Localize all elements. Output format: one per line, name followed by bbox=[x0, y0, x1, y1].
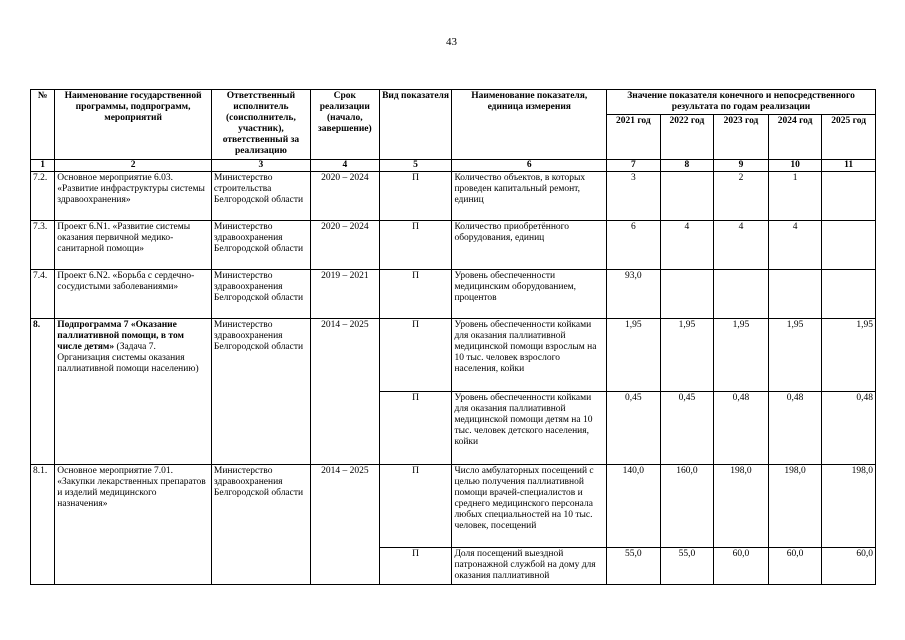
row-name bbox=[55, 319, 212, 465]
row-type: П bbox=[379, 270, 452, 319]
row-value-2024 bbox=[768, 270, 822, 319]
row-indicator: Доля посещений выездной патронажной службой на дому для оказания паллиативной bbox=[452, 548, 607, 585]
row-name: Основное мероприятие 7.01. «Закупки лекарственных препаратов и изделий медицинского назначения» bbox=[55, 465, 212, 585]
row-type: П bbox=[379, 548, 452, 585]
row-value-2023: 0,48 bbox=[714, 392, 769, 465]
column-number: 2 bbox=[55, 160, 212, 172]
row-responsible: Министерство здравоохранения Белгородской области bbox=[211, 319, 310, 465]
row-indicator: Уровень обеспеченности койками для оказания паллиативной медицинской помощи детям на 10 тыс. человек детского населения, койки bbox=[452, 392, 607, 465]
row-value-2023: 60,0 bbox=[714, 548, 769, 585]
row-number: 8. bbox=[31, 319, 55, 465]
row-type: П bbox=[379, 392, 452, 465]
row-value-2022: 55,0 bbox=[660, 548, 714, 585]
row-number: 7.3. bbox=[31, 221, 55, 270]
row-value-2025: 0,48 bbox=[822, 392, 876, 465]
row-value-2025: 60,0 bbox=[822, 548, 876, 585]
row-period: 2020 – 2024 bbox=[310, 172, 379, 221]
row-value-2024: 4 bbox=[768, 221, 822, 270]
table-row bbox=[31, 270, 876, 319]
row-name: Основное мероприятие 6.03. «Развитие инфраструктуры системы здравоохранения» bbox=[55, 172, 212, 221]
table-row bbox=[31, 465, 876, 548]
row-value-2024: 1 bbox=[768, 172, 822, 221]
row-value-2023: 1,95 bbox=[714, 319, 769, 392]
row-value-2021: 140,0 bbox=[607, 465, 661, 548]
row-indicator: Количество объектов, в которых проведен капитальный ремонт, единиц bbox=[452, 172, 607, 221]
page-number: 43 bbox=[446, 36, 457, 48]
row-value-2024: 198,0 bbox=[768, 465, 822, 548]
header-year: 2022 год bbox=[660, 115, 714, 160]
row-value-2021: 0,45 bbox=[607, 392, 661, 465]
row-responsible: Министерство здравоохранения Белгородской области bbox=[211, 221, 310, 270]
row-value-2022: 1,95 bbox=[660, 319, 714, 392]
row-value-2023: 198,0 bbox=[714, 465, 769, 548]
row-period: 2014 – 2025 bbox=[310, 465, 379, 585]
row-name: Проект 6.N1. «Развитие системы оказания первичной медико-санитарной помощи» bbox=[55, 221, 212, 270]
row-type: П bbox=[379, 465, 452, 548]
row-value-2021: 6 bbox=[607, 221, 661, 270]
row-indicator: Уровень обеспеченности койками для оказания паллиативной медицинской помощи взрослым на 10 тыс. человек взрослого населения, койки bbox=[452, 319, 607, 392]
header-period: Срок реализации (начало, завершение) bbox=[310, 90, 379, 160]
row-value-2023 bbox=[714, 270, 769, 319]
header-year: 2024 год bbox=[768, 115, 822, 160]
row-number: 7.2. bbox=[31, 172, 55, 221]
row-value-2021: 55,0 bbox=[607, 548, 661, 585]
table-row bbox=[31, 221, 876, 270]
program-table bbox=[30, 89, 876, 585]
row-period: 2014 – 2025 bbox=[310, 319, 379, 465]
header-responsible: Ответственный исполнитель (соисполнитель, участник), ответственный за реализацию bbox=[211, 90, 310, 160]
row-responsible: Министерство строительства Белгородской области bbox=[211, 172, 310, 221]
column-number: 10 bbox=[768, 160, 822, 172]
row-number: 7.4. bbox=[31, 270, 55, 319]
header-name: Наименование государственной программы, подпрограмм, мероприятий bbox=[55, 90, 212, 160]
row-type: П bbox=[379, 221, 452, 270]
subprogram-task: (Задача 7. Организация системы оказания паллиативной помощи населению) bbox=[57, 342, 199, 374]
row-value-2024: 1,95 bbox=[768, 319, 822, 392]
row-value-2024: 0,48 bbox=[768, 392, 822, 465]
row-indicator: Число амбулаторных посещений с целью получения паллиативной помощи врачей-специалистов и среднего медицинского персонала любых специальностей на 10 тыс. человек, посещений bbox=[452, 465, 607, 548]
column-number: 6 bbox=[452, 160, 607, 172]
header-year: 2023 год bbox=[714, 115, 769, 160]
column-number: 8 bbox=[660, 160, 714, 172]
row-value-2021: 3 bbox=[607, 172, 661, 221]
row-number: 8.1. bbox=[31, 465, 55, 585]
row-type: П bbox=[379, 172, 452, 221]
row-value-2022: 160,0 bbox=[660, 465, 714, 548]
row-value-2022: 4 bbox=[660, 221, 714, 270]
row-type: П bbox=[379, 319, 452, 392]
header-year: 2021 год bbox=[607, 115, 661, 160]
row-value-2023: 2 bbox=[714, 172, 769, 221]
table-row bbox=[31, 319, 876, 392]
header-year: 2025 год bbox=[822, 115, 876, 160]
row-period: 2020 – 2024 bbox=[310, 221, 379, 270]
column-number-row bbox=[31, 160, 876, 172]
subprogram-title: Подпрограмма 7 «Оказание паллиативной помощи, в том числе детям» bbox=[57, 320, 185, 352]
column-number: 9 bbox=[714, 160, 769, 172]
row-indicator: Уровень обеспеченности медицинским оборудованием, процентов bbox=[452, 270, 607, 319]
row-value-2025: 1,95 bbox=[822, 319, 876, 392]
column-number: 3 bbox=[211, 160, 310, 172]
column-number: 5 bbox=[379, 160, 452, 172]
row-value-2025: 198,0 bbox=[822, 465, 876, 548]
column-number: 4 bbox=[310, 160, 379, 172]
row-responsible: Министерство здравоохранения Белгородской области bbox=[211, 270, 310, 319]
column-number: 1 bbox=[31, 160, 55, 172]
row-value-2023: 4 bbox=[714, 221, 769, 270]
header-indicator-name: Наименование показателя, единица измерения bbox=[452, 90, 607, 160]
row-value-2025 bbox=[822, 172, 876, 221]
row-value-2022 bbox=[660, 172, 714, 221]
header-no: № bbox=[31, 90, 55, 160]
row-value-2025 bbox=[822, 221, 876, 270]
row-indicator: Количество приобретённого оборудования, единиц bbox=[452, 221, 607, 270]
header-indicator-type: Вид показателя bbox=[379, 90, 452, 160]
row-name: Проект 6.N2. «Борьба с сердечно-сосудистыми заболеваниями» bbox=[55, 270, 212, 319]
table-row bbox=[31, 172, 876, 221]
header-values-group: Значение показателя конечного и непосредственного результата по годам реализации bbox=[607, 90, 876, 115]
column-number: 11 bbox=[822, 160, 876, 172]
row-responsible: Министерство здравоохранения Белгородской области bbox=[211, 465, 310, 585]
row-period: 2019 – 2021 bbox=[310, 270, 379, 319]
row-value-2021: 1,95 bbox=[607, 319, 661, 392]
row-value-2025 bbox=[822, 270, 876, 319]
row-value-2024: 60,0 bbox=[768, 548, 822, 585]
row-value-2022: 0,45 bbox=[660, 392, 714, 465]
row-value-2021: 93,0 bbox=[607, 270, 661, 319]
column-number: 7 bbox=[607, 160, 661, 172]
header-row bbox=[31, 90, 876, 115]
row-value-2022 bbox=[660, 270, 714, 319]
